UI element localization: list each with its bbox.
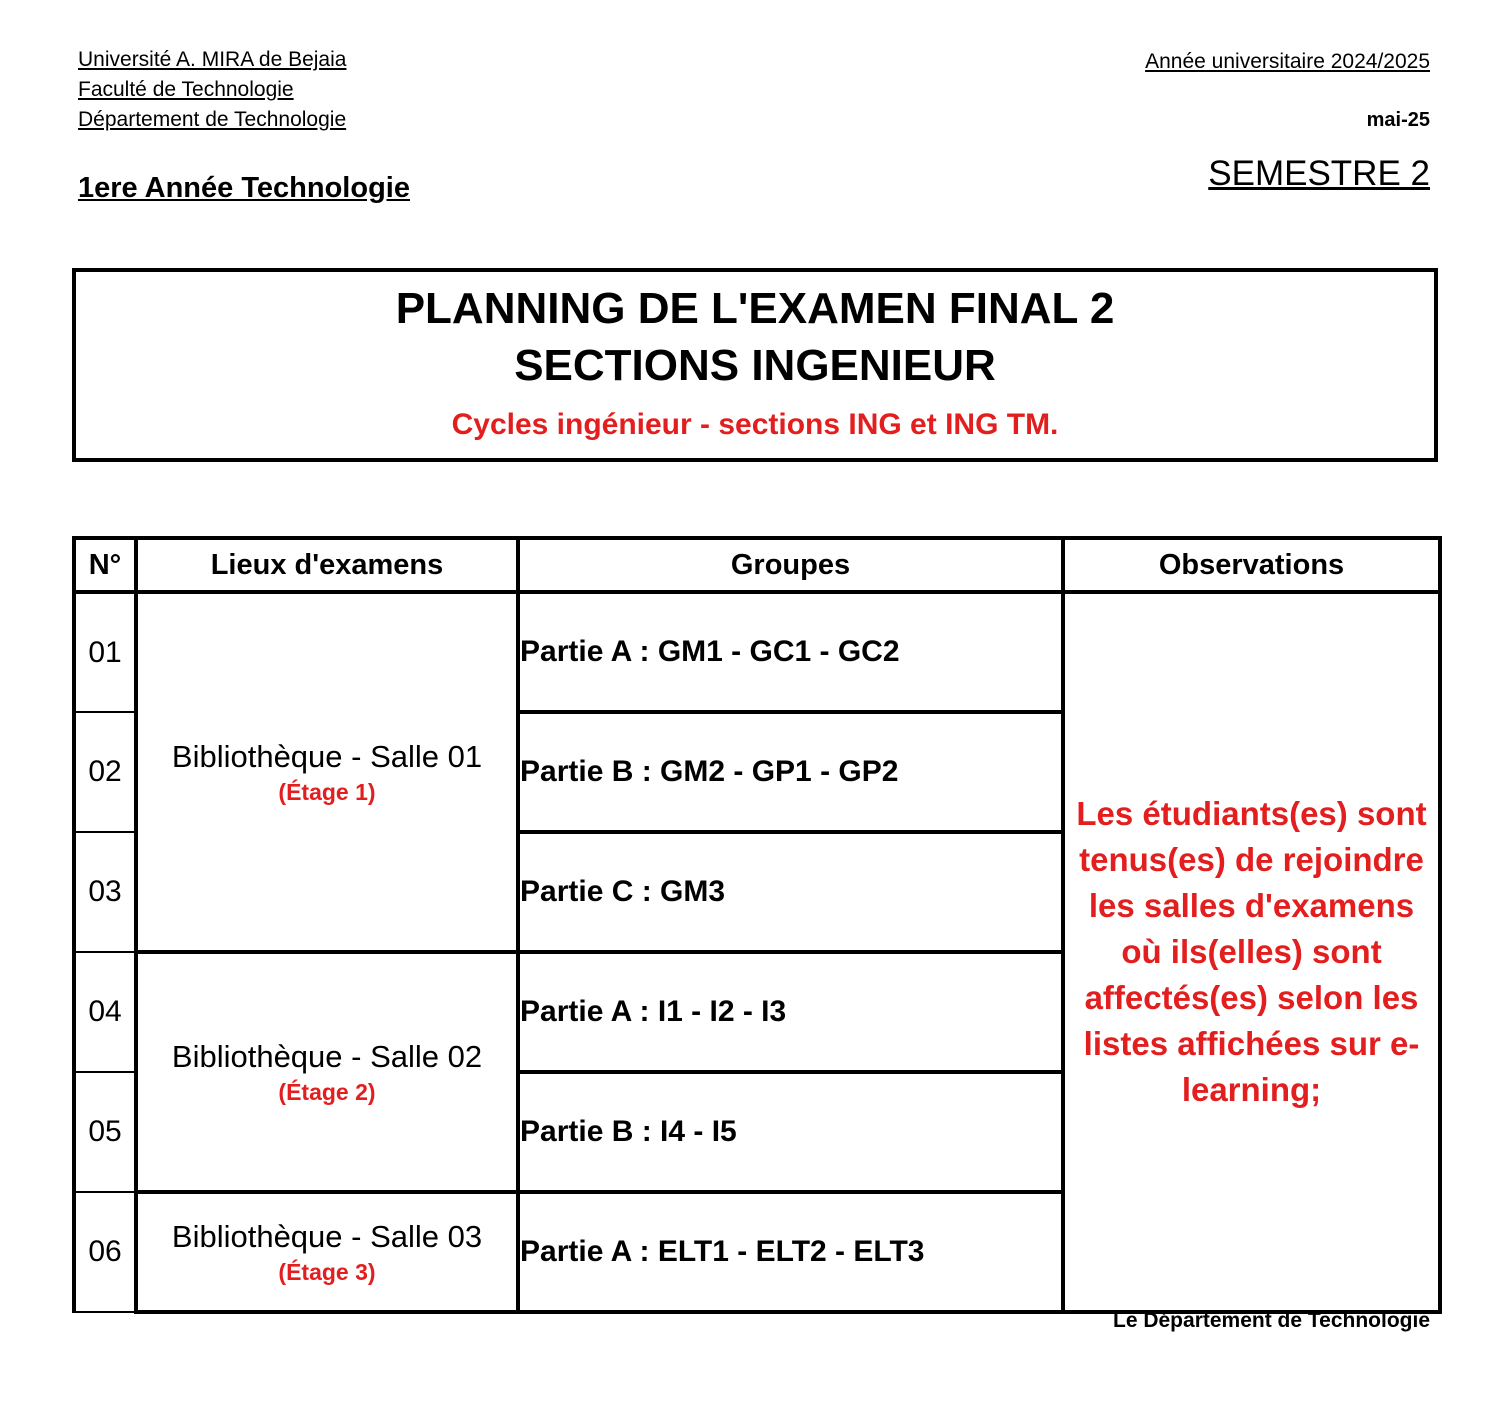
header-lieux: Lieux d'examens: [136, 538, 518, 592]
title-line-2: SECTIONS INGENIEUR: [514, 341, 996, 390]
title-line-1: PLANNING DE L'EXAMEN FINAL 2: [395, 284, 1115, 333]
group-list: Partie A : ELT1 - ELT2 - ELT3: [518, 1192, 1063, 1312]
row-number: 04: [74, 952, 136, 1072]
group-list: Partie A : I1 - I2 - I3: [518, 952, 1063, 1072]
department-name: Département de Technologie: [78, 108, 347, 131]
faculty-name: Faculté de Technologie: [78, 78, 294, 101]
group-list: Partie B : GM2 - GP1 - GP2: [518, 712, 1063, 832]
row-number: 06: [74, 1192, 136, 1312]
row-number: 02: [74, 712, 136, 832]
semester-label: SEMESTRE 2: [1208, 154, 1430, 193]
group-list: Partie C : GM3: [518, 832, 1063, 952]
header-num: N°: [74, 538, 136, 592]
exam-location: [136, 592, 518, 952]
exam-location: [136, 1192, 518, 1312]
row-number: 05: [74, 1072, 136, 1192]
location-name: Bibliothèque - Salle 02: [171, 1038, 483, 1074]
exam-table: [72, 536, 1442, 1314]
header-observations: Observations: [1063, 538, 1440, 592]
group-list: Partie A : GM1 - GC1 - GC2: [518, 592, 1063, 712]
group-list: Partie B : I4 - I5: [518, 1072, 1063, 1192]
level-label: 1ere Année Technologie: [78, 172, 410, 204]
location-name: Bibliothèque - Salle 01: [171, 738, 483, 774]
row-number: 01: [74, 592, 136, 712]
document-date: mai-25: [1366, 109, 1430, 131]
location-name: Bibliothèque - Salle 03: [171, 1218, 483, 1254]
observation-note: Les étudiants(es) sont tenus(es) de rejoindre les salles d'examens où ils(elles) sont affectés(es) selon les listes affichées sur e-learning;: [1063, 592, 1440, 1312]
university-name: Université A. MIRA de Bejaia: [78, 48, 347, 71]
location-floor: (Étage 1): [278, 778, 376, 805]
footer-signature: Le Département de Technologie: [1113, 1309, 1430, 1332]
table-row: [74, 592, 1440, 712]
academic-year: Année universitaire 2024/2025: [1145, 50, 1430, 73]
location-floor: (Étage 2): [278, 1078, 376, 1105]
title-box: [72, 268, 1438, 462]
header-groupes: Groupes: [518, 538, 1063, 592]
table-header-row: [74, 538, 1440, 592]
title-subtitle: Cycles ingénieur - sections ING et ING TM.: [451, 408, 1059, 441]
row-number: 03: [74, 832, 136, 952]
exam-location: [136, 952, 518, 1192]
location-floor: (Étage 3): [278, 1258, 376, 1285]
